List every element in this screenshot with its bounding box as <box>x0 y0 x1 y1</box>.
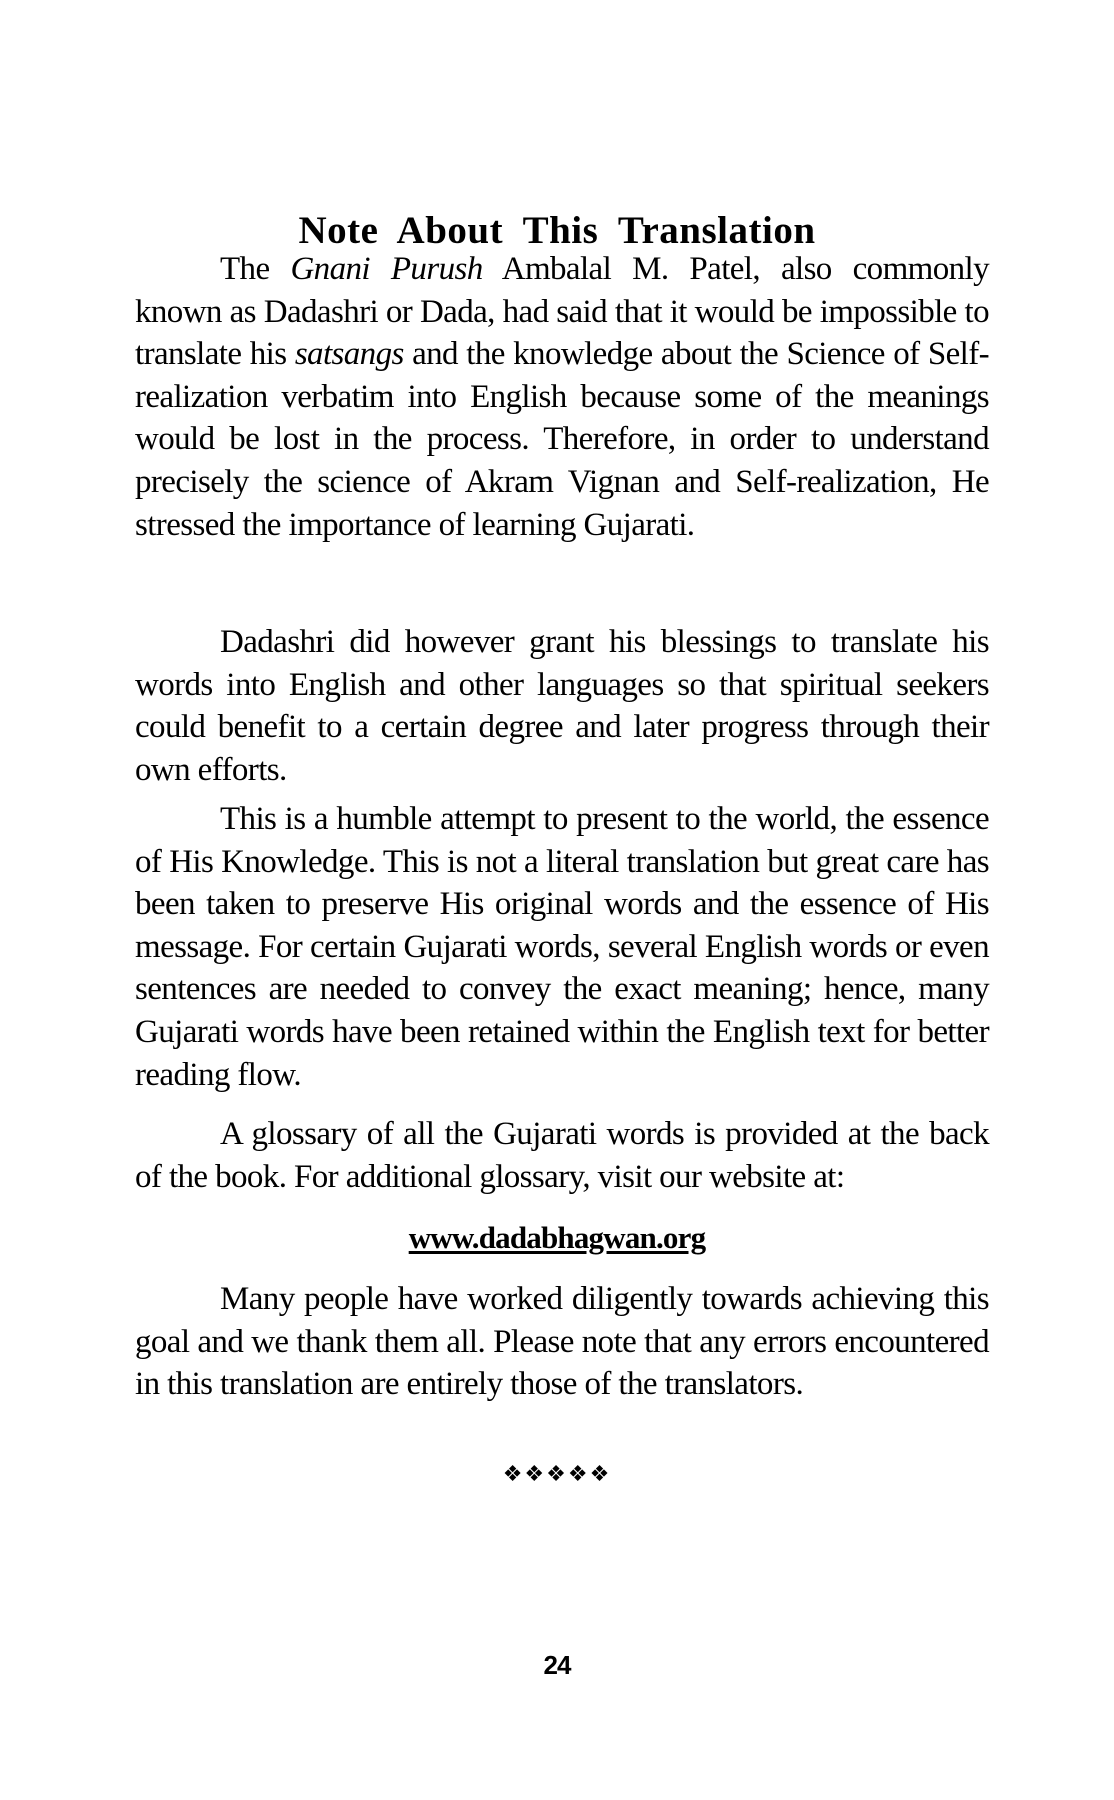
text-segment: and the knowledge about the Science of Self-realization verbatim into English because some of the meanings would be lost in the process. Therefore, in order to understand precisely the science of Akram Vignan and Self-realization, He stressed the importance of learning Gujarati. <box>135 336 990 543</box>
paragraph-text <box>135 248 989 546</box>
website-line <box>0 1218 1114 1258</box>
paragraph-text: A glossary of all the Gujarati words is provided at the back of the book. For additional glossary, visit our website at: <box>135 1116 989 1195</box>
website-link[interactable]: www.dadabhagwan.org <box>408 1220 706 1255</box>
page-number: 24 <box>543 1650 571 1680</box>
paragraph-3 <box>135 798 989 1096</box>
italic-term-gnani-purush: Gnani Purush <box>290 251 483 287</box>
text-segment: Ambalal M. Patel, also commonly known as Dadashri or Dada, had said that it would be impossible to translate his <box>135 251 989 373</box>
page-title: Note About This Translation <box>298 209 816 253</box>
paragraph-text: This is a humble attempt to present to the world, the essence of His Knowledge. This is not a literal translation but great care has been taken to preserve His original words and the essence of His message. For certain Gujarati words, several English words or even sentences are needed to convey the exact meaning; hence, many Gujarati words have been retained within the English text for better reading flow. <box>135 801 989 1093</box>
italic-term-satsangs: satsangs <box>294 336 404 373</box>
text-segment: The <box>220 251 291 287</box>
four-diamond-ornament-icon: ❖❖❖❖❖ <box>502 1462 612 1487</box>
paragraph-5 <box>135 1278 989 1406</box>
paragraph-2 <box>135 621 989 791</box>
paragraph-1 <box>135 248 989 546</box>
paragraph-text: Dadashri did however grant his blessings to translate his words into English and other languages so that spiritual seekers could benefit to a certain degree and later progress through their own efforts. <box>135 624 989 788</box>
paragraph-4 <box>135 1113 989 1198</box>
paragraph-text: Many people have worked diligently towards achieving this goal and we thank them all. Please note that any errors encountered in this translation are entirely those of the translators. <box>135 1281 989 1403</box>
